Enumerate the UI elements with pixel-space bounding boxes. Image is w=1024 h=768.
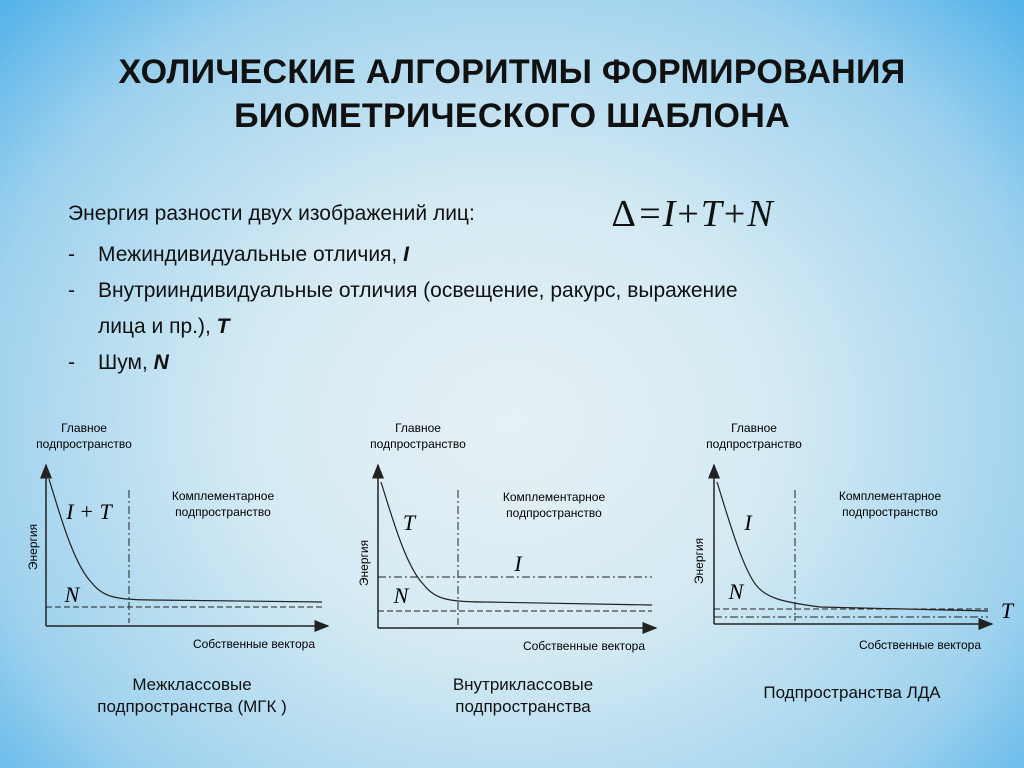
formula-plus-2: + (723, 193, 746, 235)
formula-plus-1: + (677, 193, 699, 235)
caption-pca (52, 674, 332, 718)
noise-label: N (393, 583, 409, 608)
bullet-item (68, 273, 948, 345)
diagram-pca-svg (22, 415, 362, 655)
caption-lda (712, 682, 992, 704)
bullet-item (68, 345, 948, 381)
noise-label: N (728, 579, 744, 604)
caption-line-1: Внутриклассовые (452, 675, 594, 694)
level-label: I (514, 551, 522, 576)
complementary-label-1: Комплементарное (171, 489, 275, 503)
complementary-label-2: подпространство (842, 505, 938, 519)
curve-label: T (402, 510, 416, 535)
formula-i: I (662, 193, 676, 235)
title-line-1: ХОЛИЧЕСКИЕ АЛГОРИТМЫ ФОРМИРОВАНИЯ (118, 53, 906, 91)
bullet-dash: - (68, 243, 75, 266)
main-subspace-label-1: Главное (731, 421, 777, 435)
formula-equals: = (639, 193, 661, 235)
main-subspace-label-2: подпространство (370, 437, 466, 451)
intro-text: Энергия разности двух изображений лиц: (68, 202, 475, 225)
complementary-label-1: Комплементарное (838, 489, 942, 503)
complementary-label-1: Комплементарное (502, 490, 606, 504)
diagram-pca (22, 415, 362, 655)
bullet-var-t: T (216, 315, 230, 338)
bullet-var-i: I (403, 243, 409, 266)
bullet-list (68, 237, 948, 381)
formula-delta: ∆ (612, 193, 636, 235)
caption-line-2: подпространства (МГК ) (97, 697, 287, 716)
curve-label: I (744, 510, 752, 535)
caption-line-1: Межклассовые (132, 675, 252, 694)
x-axis-label: Собственные вектора (858, 638, 982, 652)
bullet-dash: - (68, 279, 75, 302)
bullet-text: Межиндивидуальные отличия, (98, 243, 404, 266)
diagram-within-class (354, 415, 694, 655)
bullet-dash: - (68, 351, 75, 374)
level-label: T (1000, 598, 1014, 623)
energy-formula (610, 192, 773, 236)
y-axis-label: Энергия (357, 539, 371, 587)
formula-n: N (747, 193, 773, 235)
bullet-text: Шум, (98, 351, 154, 374)
curve-label: I + T (66, 499, 112, 524)
bullet-text-cont: лица и пр.), (98, 315, 217, 338)
main-subspace-label-1: Главное (395, 421, 441, 435)
formula-t: T (700, 193, 722, 235)
bullet-text: Внутрииндивидуальные отличия (освещение, ракурс, выражение (98, 279, 738, 302)
complementary-label-2: подпространство (506, 506, 602, 520)
y-axis-label: Энергия (26, 523, 40, 571)
diagram-within-class-svg (354, 415, 694, 655)
main-subspace-label-1: Главное (61, 421, 107, 435)
main-subspace-label-2: подпространство (706, 437, 802, 451)
slide-title (0, 50, 1024, 138)
diagram-lda (690, 415, 1024, 655)
bullet-var-n: N (153, 351, 169, 374)
main-subspace-label-2: подпространство (36, 437, 132, 451)
title-line-2: БИОМЕТРИЧЕСКОГО ШАБЛОНА (234, 97, 790, 135)
caption-within-class (383, 674, 663, 718)
complementary-label-2: подпространство (175, 505, 271, 519)
bullet-item (68, 237, 948, 273)
x-axis-label: Собственные вектора (192, 637, 316, 651)
noise-label: N (64, 582, 80, 607)
diagram-lda-svg (690, 415, 1024, 655)
caption-line-1: Подпространства ЛДА (763, 683, 941, 702)
y-axis-label: Энергия (692, 537, 706, 585)
caption-line-2: подпространства (455, 697, 591, 716)
x-axis-label: Собственные вектора (522, 639, 646, 653)
